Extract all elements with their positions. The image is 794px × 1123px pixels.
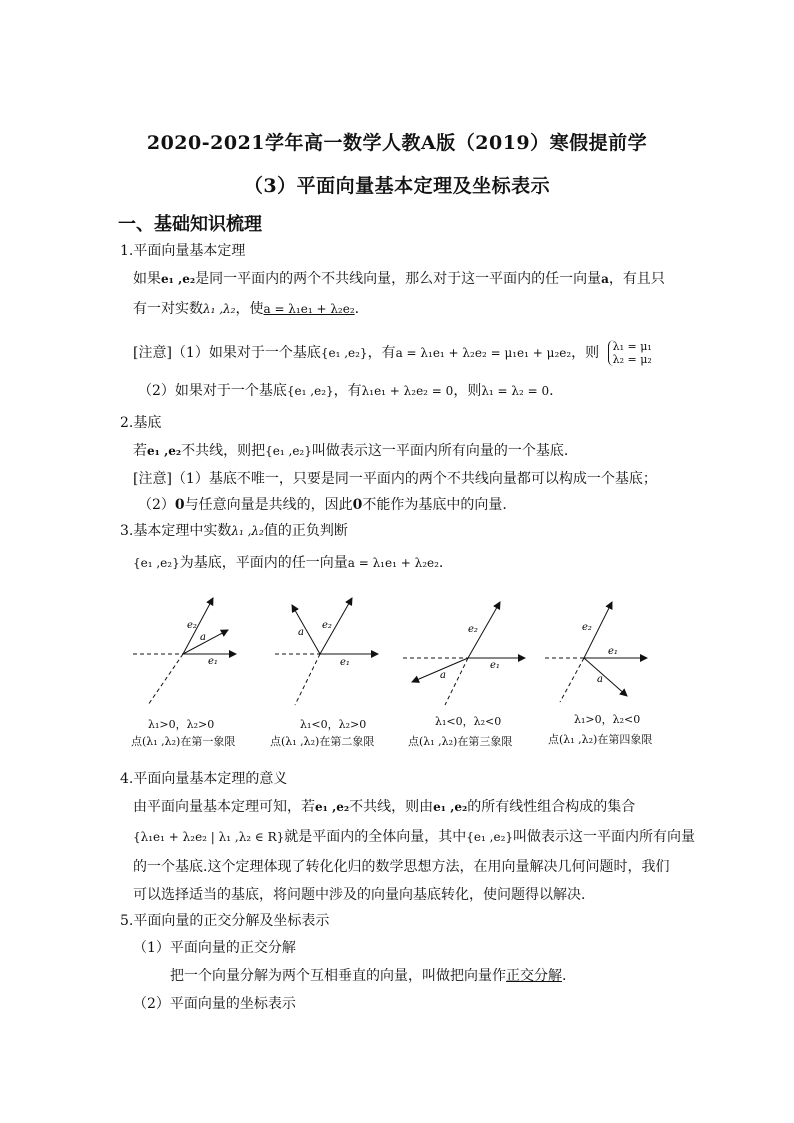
s4-line3: 的一个基底.这个定理体现了转化化归的数学思想方法，在用向量解决几何问题时，我们	[133, 859, 670, 875]
s4-heading: 4.平面向量基本定理的意义	[120, 771, 288, 787]
s2-heading: 2.基底	[120, 415, 162, 431]
label-a: a	[440, 670, 446, 681]
s5-heading: 5.平面向量的正交分解及坐标表示	[120, 913, 330, 929]
figure-quadrant-3	[400, 590, 535, 710]
s2-note2: （2）0与任意向量是共线的，因此0不能作为基底中的向量.	[138, 497, 507, 513]
fig1-quadrant: 点(λ₁ ,λ₂)在第一象限	[131, 735, 236, 748]
fig2-condition: λ₁<0，λ₂>0	[300, 718, 367, 731]
doc-title-line1: 2020-2021学年高一数学人教A版（2019）寒假提前学	[146, 132, 648, 154]
label-e2: e₂	[187, 620, 197, 631]
figure-quadrant-2	[270, 590, 390, 710]
fig1-condition: λ₁>0，λ₂>0	[148, 718, 215, 731]
fig4-quadrant: 点(λ₁ ,λ₂)在第四象限	[548, 733, 653, 746]
s5-paragraph: 把一个向量分解为两个互相垂直的向量，叫做把向量作正交分解.	[170, 968, 567, 984]
label-e1: e₁	[208, 656, 218, 667]
s4-line1: 由平面向量基本定理可知，若e₁ ,e₂不共线，则由e₁ ,e₂的所有线性组合构成的集合	[133, 799, 636, 815]
fig3-condition: λ₁<0，λ₂<0	[435, 715, 502, 728]
s1-paragraph-line1: 如果e₁ ,e₂是同一平面内的两个不共线向量，那么对于这一平面内的任一向量a，有且只	[133, 271, 665, 287]
s1-note2: （2）如果对于一个基底{e₁ ,e₂}，有λ₁e₁ + λ₂e₂ = 0，则λ₁ = λ₂ = 0.	[138, 383, 554, 399]
figure-quadrant-4	[542, 590, 662, 710]
s4-line2: {λ₁e₁ + λ₂e₂ | λ₁ ,λ₂ ∈ R}就是平面内的全体向量，其中{e₁ ,e₂}叫做表示这一平面内所有向量	[133, 829, 696, 845]
label-a: a	[597, 674, 603, 685]
label-e2: e₂	[468, 624, 478, 635]
fig4-condition: λ₁>0，λ₂<0	[574, 713, 641, 726]
label-e2: e₂	[322, 620, 332, 631]
label-e1: e₁	[608, 646, 618, 657]
equation-system: λ₁ = μ₁ λ₂ = μ₂	[608, 340, 652, 366]
label-a: a	[298, 627, 304, 638]
label-e2: e₂	[582, 622, 592, 633]
label-a: a	[200, 632, 206, 643]
section-heading-1: 一、基础知识梳理	[118, 214, 262, 235]
figure-quadrant-1	[128, 590, 248, 710]
s2-paragraph: 若e₁ ,e₂不共线，则把{e₁ ,e₂}叫做表示这一平面内所有向量的一个基底.	[133, 443, 569, 459]
label-e1: e₁	[340, 657, 350, 668]
s1-heading: 1.平面向量基本定理	[120, 243, 246, 259]
s1-paragraph-line2: 有一对实数λ₁ ,λ₂，使a = λ₁e₁ + λ₂e₂.	[133, 301, 360, 317]
fig2-quadrant: 点(λ₁ ,λ₂)在第二象限	[270, 735, 375, 748]
s3-heading: 3.基本定理中实数λ₁ ,λ₂值的正负判断	[120, 523, 348, 539]
doc-title-line2: （3）平面向量基本定理及坐标表示	[243, 175, 551, 197]
s3-paragraph: {e₁ ,e₂}为基底，平面内的任一向量a = λ₁e₁ + λ₂e₂.	[133, 555, 444, 571]
s5-sub2: （2）平面向量的坐标表示	[133, 996, 296, 1012]
s4-line4: 可以选择适当的基底，将问题中涉及的向量向基底转化，使问题得以解决.	[133, 887, 586, 903]
s2-note1: [注意]（1）基底不唯一，只要是同一平面内的两个不共线向量都可以构成一个基底；	[133, 471, 657, 487]
label-e1: e₁	[490, 660, 500, 671]
theorem-equation: a = λ₁e₁ + λ₂e₂	[263, 302, 355, 316]
fig3-quadrant: 点(λ₁ ,λ₂)在第三象限	[408, 735, 513, 748]
s5-sub1: （1）平面向量的正交分解	[133, 940, 296, 956]
s1-note1: [注意]（1）如果对于一个基底{e₁ ,e₂}，有a = λ₁e₁ + λ₂e₂ = μ₁e₁ + μ₂e₂，则 λ₁ = μ₁ λ₂ = μ₂	[133, 340, 652, 366]
